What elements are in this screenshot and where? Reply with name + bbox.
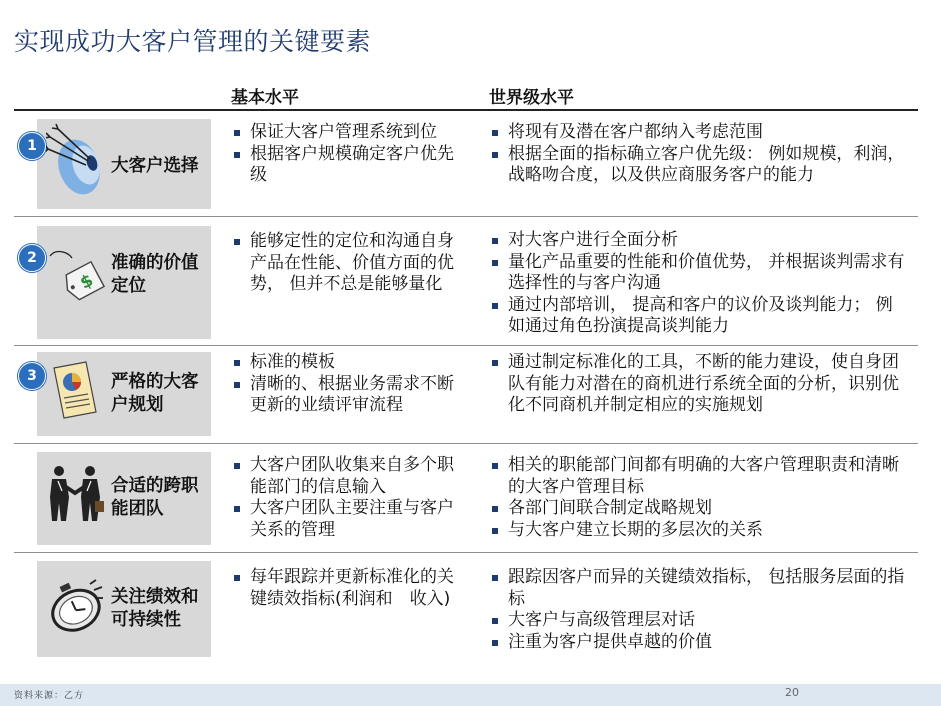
bullet-item: 清晰的、根据业务需求不断更新的业绩评审流程 [231, 374, 465, 417]
bullet-item: 对大客户进行全面分析 [489, 230, 905, 252]
row-label: 大客户选择 [111, 156, 199, 176]
bullet-item: 量化产品重要的性能和价值优势， 并根据谈判需求有选择性的与客户沟通 [489, 252, 905, 295]
bullet-item: 注重为客户提供卓越的价值 [489, 632, 905, 654]
bullet-item: 通过内部培训， 提高和客户的议价及谈判能力； 例如通过角色扮演提高谈判能力 [489, 295, 905, 338]
world-class-cell [489, 122, 905, 187]
bullet-item: 大客户与高级管理层对话 [489, 610, 905, 632]
stopwatch-icon [46, 578, 106, 638]
svg-text:$: $ [77, 270, 97, 294]
row-divider [14, 443, 918, 444]
row-divider [14, 345, 918, 346]
row-number-badge: 1 [18, 132, 46, 160]
basic-level-cell [231, 455, 465, 541]
row-divider [14, 552, 918, 553]
target-darts-icon [46, 123, 104, 203]
bullet-item: 相关的职能部门间都有明确的大客户管理职责和清晰的大客户管理目标 [489, 455, 905, 498]
basic-level-cell [231, 122, 465, 187]
column-header-world-class: 世界级水平 [489, 88, 574, 108]
row-number-badge: 2 [18, 244, 46, 272]
world-class-cell [489, 230, 905, 338]
bullet-item: 保证大客户管理系统到位 [231, 122, 465, 144]
row-number-badge: 3 [18, 362, 46, 390]
bullet-item: 标准的模板 [231, 352, 465, 374]
world-class-cell [489, 352, 905, 417]
basic-level-cell [231, 567, 465, 610]
world-class-cell [489, 455, 905, 541]
world-class-cell [489, 567, 905, 653]
row-label: 合适的跨职能团队 [111, 476, 199, 519]
bullet-item: 跟踪因客户而异的关键绩效指标， 包括服务层面的指标 [489, 567, 905, 610]
footer-bar [0, 684, 941, 706]
source-note: 资料来源：乙方 [14, 691, 85, 701]
row-label: 关注绩效和可持续性 [111, 587, 199, 630]
bullet-item: 各部门间联合制定战略规划 [489, 498, 905, 520]
row-label: 准确的价值定位 [111, 253, 199, 296]
handshake-icon [46, 463, 106, 529]
basic-level-cell [231, 231, 465, 296]
bullet-item: 能够定性的定位和沟通自身产品在性能、价值方面的优势， 但并不总是能够量化 [231, 231, 465, 296]
row-divider [14, 216, 918, 217]
row-label: 严格的大客户规划 [111, 372, 199, 415]
header-divider [14, 109, 918, 111]
bullet-item: 通过制定标准化的工具，不断的能力建设，使自身团队有能力对潜在的商机进行系统全面的分析，识别优化不同商机并制定相应的实施规划 [489, 352, 905, 417]
column-header-basic: 基本水平 [231, 88, 299, 108]
price-tag-icon [46, 246, 106, 306]
basic-level-cell [231, 352, 465, 417]
bullet-item: 根据客户规模确定客户优先级 [231, 144, 465, 187]
bullet-item: 根据全面的指标确立客户优先级： 例如规模，利润，战略吻合度，以及供应商服务客户的能力 [489, 144, 905, 187]
report-chart-icon [46, 358, 106, 426]
bullet-item: 每年跟踪并更新标准化的关键绩效指标(利润和 收入) [231, 567, 465, 610]
page-title: 实现成功大客户管理的关键要素 [14, 27, 372, 56]
bullet-item: 与大客户建立长期的多层次的关系 [489, 520, 905, 542]
bullet-item: 大客户团队收集来自多个职能部门的信息输入 [231, 455, 465, 498]
bullet-item: 大客户团队主要注重与客户关系的管理 [231, 498, 465, 541]
page-number: 20 [785, 686, 799, 699]
bullet-item: 将现有及潜在客户都纳入考虑范围 [489, 122, 905, 144]
